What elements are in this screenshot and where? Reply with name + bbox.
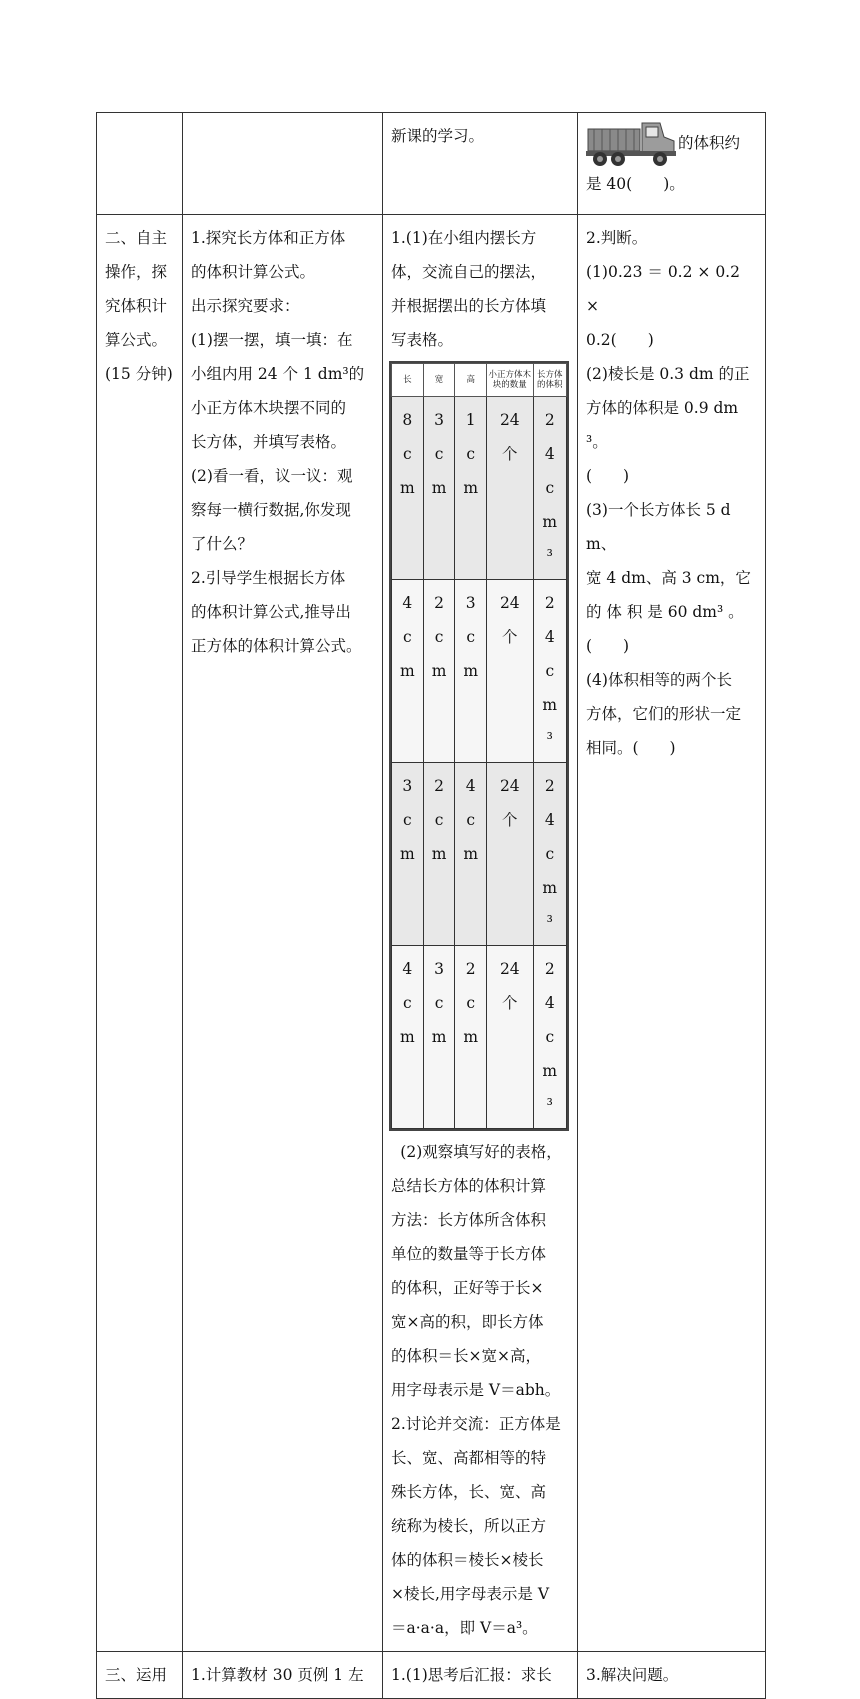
- stage-title-line: 究体积计: [105, 297, 168, 315]
- student-activity-line: (2)观察填写好的表格，: [400, 1143, 562, 1161]
- table-cell: 24 cm³: [533, 763, 566, 946]
- table-row: [97, 215, 766, 1652]
- student-activity-line: 体的体积＝棱长×棱长: [391, 1551, 544, 1569]
- student-activity-line: 的体积＝长×宽×高，: [391, 1347, 541, 1365]
- student-activity-line: 并根据摆出的长方体填: [391, 297, 547, 315]
- student-activity-line: ＝a·a·a，即 V＝a³。: [391, 1619, 538, 1637]
- exercise-line: 方体，它们的形状一定: [586, 705, 742, 723]
- row2-col2-cell: [183, 215, 383, 1652]
- table-row: [392, 763, 567, 946]
- teacher-activity-line: 1.探究长方体和正方体: [191, 229, 346, 247]
- lesson-plan-table: [96, 112, 766, 1699]
- exercise-line: 宽 4 dm、高 3 cm，它: [586, 569, 751, 587]
- teacher-activity-line: 察每一横行数据,你发现: [191, 501, 351, 519]
- teacher-activity-line: 2.引导学生根据长方体: [191, 569, 346, 587]
- student-activity-line: 用字母表示是 V＝abh。: [391, 1381, 561, 1399]
- stage-title-line: 二、自主: [105, 229, 168, 247]
- truck-question-text: 的体积约: [678, 134, 741, 152]
- exercise-line: ( ): [586, 637, 630, 655]
- student-activity-line: 长、宽、高都相等的特: [391, 1449, 547, 1467]
- row1-col3-text: 新课的学习。: [391, 127, 485, 145]
- cuboid-data-table: [391, 363, 567, 1129]
- teacher-activity-line: 小正方体木块摆不同的: [191, 399, 347, 417]
- student-activity-line: 方法：长方体所含体积: [391, 1211, 547, 1229]
- teacher-activity-line: 的体积计算公式,推导出: [191, 603, 351, 621]
- student-activity-line: 单位的数量等于长方体: [391, 1245, 547, 1263]
- teacher-activity-line: 正方体的体积计算公式。: [191, 637, 362, 655]
- student-activity-line: 2.讨论并交流：正方体是: [391, 1415, 561, 1433]
- teacher-activity-line: 小组内用 24 个 1 dm³的: [191, 365, 365, 383]
- column-header: 长方体的体积: [533, 364, 566, 397]
- row1-col2-cell: [183, 113, 383, 215]
- teacher-activity-line: (2)看一看，议一议：观: [191, 467, 353, 485]
- table-row: [392, 397, 567, 580]
- exercise-line: (3)一个长方体长 5 dm、: [586, 501, 731, 553]
- table-cell: 2 cm: [455, 946, 487, 1129]
- row2-col1-cell: [97, 215, 183, 1652]
- student-activity-line: ×棱长,用字母表示是 V: [391, 1585, 550, 1603]
- student-activity-line: 宽×高的积，即长方体: [391, 1313, 544, 1331]
- exercise-line: 的 体 积 是 60 dm³ 。: [586, 603, 744, 621]
- row1-col1-cell: [97, 113, 183, 215]
- table-cell: 24 个: [487, 763, 534, 946]
- student-activity-line: 总结长方体的体积计算: [391, 1177, 547, 1195]
- student-activity-line: 1.(1)在小组内摆长方: [391, 229, 537, 247]
- stage-title-line: 操作，探: [105, 263, 168, 281]
- table-cell: 2 cm: [423, 580, 455, 763]
- row1-col4-cell: [578, 113, 766, 215]
- student-activity-line: 的体积，正好等于长×: [391, 1279, 544, 1297]
- student-activity-line: 殊长方体，长、宽、高: [391, 1483, 547, 1501]
- column-header: 高: [455, 364, 487, 397]
- table-cell: 24 cm³: [533, 946, 566, 1129]
- truck-question-answer: 是 40( )。: [586, 175, 685, 193]
- column-header: 宽: [423, 364, 455, 397]
- column-header: 长: [392, 364, 424, 397]
- table-cell: 24 cm³: [533, 580, 566, 763]
- exercise-line: 2.判断。: [586, 229, 648, 247]
- table-row: [392, 946, 567, 1129]
- table-row: [392, 580, 567, 763]
- stage-duration: (15 分钟): [105, 365, 173, 383]
- table-cell: 24 个: [487, 580, 534, 763]
- exercise-line: 方体的体积是 0.9 dm³。: [586, 399, 739, 451]
- row1-col3-cell: [383, 113, 578, 215]
- table-row: [97, 1652, 766, 1699]
- column-header: 小正方体木块的数量: [487, 364, 534, 397]
- exercise-line: 0.2( ): [586, 331, 654, 349]
- teacher-activity-line: 的体积计算公式。: [191, 263, 316, 281]
- exercise-line: 相同。( ): [586, 739, 676, 757]
- teacher-activity-line: 出示探究要求：: [191, 297, 300, 315]
- stage-title-line: 算公式。: [105, 331, 168, 349]
- row2-col4-cell: [578, 215, 766, 1652]
- table-cell: 4 cm: [392, 946, 424, 1129]
- table-cell: 3 cm: [455, 580, 487, 763]
- row3-col1-cell: 三、运用: [97, 1652, 183, 1699]
- student-activity-line: 统称为棱长，所以正方: [391, 1517, 547, 1535]
- student-activity-line: 体，交流自己的摆法，: [391, 263, 547, 281]
- exercise-line: ( ): [586, 467, 630, 485]
- row2-col3-cell: [383, 215, 578, 1652]
- exercise-line: (1)0.23 ＝ 0.2 × 0.2 ×: [586, 263, 740, 315]
- table-cell: 1 cm: [455, 397, 487, 580]
- table-cell: 24 个: [487, 397, 534, 580]
- table-cell: 2 cm: [423, 763, 455, 946]
- truck-icon: [586, 119, 678, 169]
- table-cell: 3 cm: [392, 763, 424, 946]
- table-cell: 4 cm: [455, 763, 487, 946]
- teacher-activity-line: 长方体，并填写表格。: [191, 433, 347, 451]
- table-cell: 8 cm: [392, 397, 424, 580]
- row3-col2-cell: 1.计算教材 30 页例 1 左: [183, 1652, 383, 1699]
- table-cell: 24 个: [487, 946, 534, 1129]
- table-cell: 4 cm: [392, 580, 424, 763]
- table-cell: 24 cm³: [533, 397, 566, 580]
- table-cell: 3 cm: [423, 946, 455, 1129]
- row3-col4-cell: 3.解决问题。: [578, 1652, 766, 1699]
- table-cell: 3 cm: [423, 397, 455, 580]
- teacher-activity-line: (1)摆一摆，填一填：在: [191, 331, 353, 349]
- truck-question-line: [586, 119, 757, 169]
- teacher-activity-line: 了什么？: [191, 535, 254, 553]
- table-row: [97, 113, 766, 215]
- row3-col3-cell: 1.(1)思考后汇报：求长: [383, 1652, 578, 1699]
- exercise-line: (2)棱长是 0.3 dm 的正: [586, 365, 750, 383]
- exercise-line: (4)体积相等的两个长: [586, 671, 732, 689]
- table-header-row: [392, 364, 567, 397]
- student-activity-line: 写表格。: [391, 331, 454, 349]
